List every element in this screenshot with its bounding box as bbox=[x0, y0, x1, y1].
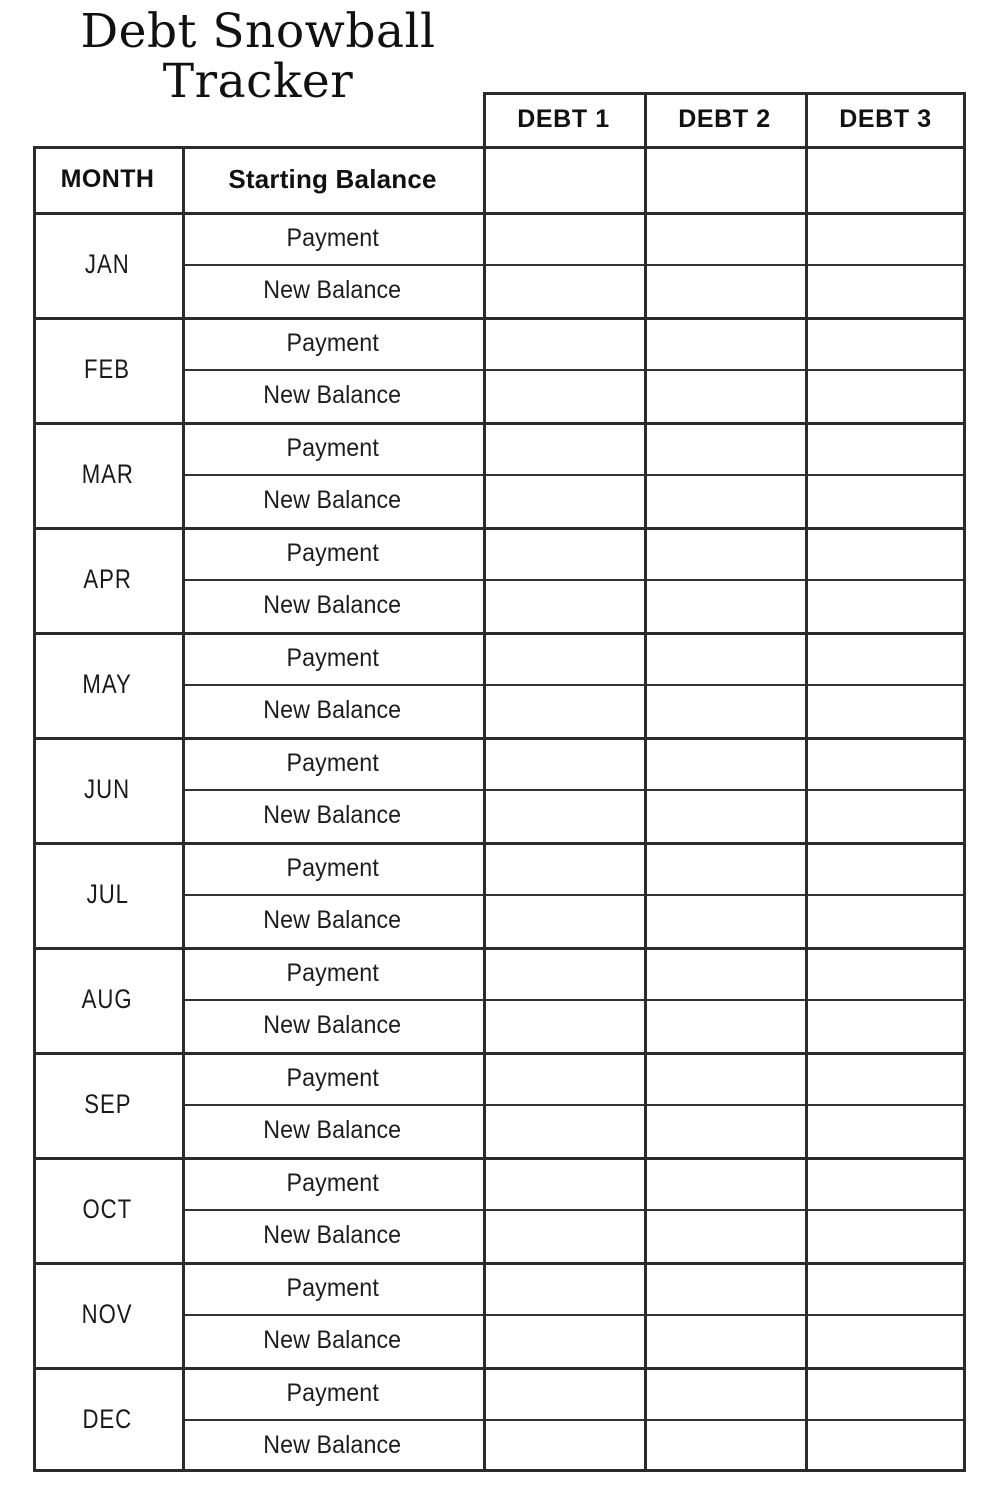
column-header-debt-3 bbox=[805, 92, 966, 146]
row-label-new-balance-jul bbox=[182, 894, 483, 947]
row-label-new-balance-nov-text: New Balance bbox=[263, 1326, 402, 1354]
entry-jun-new-balance-debt-2[interactable] bbox=[644, 789, 805, 842]
entry-jul-new-balance-debt-2[interactable] bbox=[644, 894, 805, 947]
column-header-debt-2 bbox=[644, 92, 805, 146]
grid-line-horizontal bbox=[33, 1469, 966, 1472]
row-label-new-balance-jun bbox=[182, 789, 483, 842]
month-label-mar-text: MAR bbox=[81, 459, 134, 489]
month-label-dec bbox=[33, 1367, 182, 1472]
entry-mar-new-balance-debt-3[interactable] bbox=[805, 474, 966, 527]
grid-line-vertical bbox=[644, 92, 647, 1472]
entry-oct-new-balance-debt-2[interactable] bbox=[644, 1209, 805, 1262]
entry-dec-new-balance-debt-2[interactable] bbox=[644, 1419, 805, 1472]
entry-feb-payment-debt-1[interactable] bbox=[483, 317, 644, 369]
entry-dec-payment-debt-1[interactable] bbox=[483, 1367, 644, 1419]
entry-apr-new-balance-debt-3[interactable] bbox=[805, 579, 966, 632]
entry-sep-payment-debt-3[interactable] bbox=[805, 1052, 966, 1104]
entry-jul-new-balance-debt-1[interactable] bbox=[483, 894, 644, 947]
row-label-new-balance-apr-text: New Balance bbox=[263, 591, 402, 619]
month-label-may-text: MAY bbox=[82, 669, 133, 699]
entry-nov-new-balance-debt-3[interactable] bbox=[805, 1314, 966, 1367]
row-label-payment-jun-text: Payment bbox=[286, 748, 379, 777]
entry-aug-payment-debt-2[interactable] bbox=[644, 947, 805, 999]
column-header-month-text: MONTH bbox=[60, 164, 155, 193]
column-header-debt-1 bbox=[483, 92, 644, 146]
entry-nov-new-balance-debt-1[interactable] bbox=[483, 1314, 644, 1367]
month-label-jun-text: JUN bbox=[84, 774, 131, 804]
entry-sep-new-balance-debt-3[interactable] bbox=[805, 1104, 966, 1157]
month-label-oct-text: OCT bbox=[82, 1194, 133, 1224]
entry-jan-new-balance-debt-3[interactable] bbox=[805, 264, 966, 317]
row-label-new-balance-oct-text: New Balance bbox=[263, 1221, 402, 1249]
row-label-new-balance-jun-text: New Balance bbox=[263, 801, 402, 829]
entry-may-new-balance-debt-1[interactable] bbox=[483, 684, 644, 737]
row-label-new-balance-aug bbox=[182, 999, 483, 1052]
row-label-payment-apr-text: Payment bbox=[286, 538, 379, 567]
entry-mar-payment-debt-3[interactable] bbox=[805, 422, 966, 474]
row-label-payment-feb bbox=[182, 317, 483, 369]
entry-jan-payment-debt-1[interactable] bbox=[483, 212, 644, 264]
row-label-new-balance-mar bbox=[182, 474, 483, 527]
row-label-payment-sep bbox=[182, 1052, 483, 1104]
entry-aug-new-balance-debt-1[interactable] bbox=[483, 999, 644, 1052]
entry-dec-payment-debt-2[interactable] bbox=[644, 1367, 805, 1419]
row-label-new-balance-mar-text: New Balance bbox=[263, 486, 402, 514]
entry-aug-payment-debt-3[interactable] bbox=[805, 947, 966, 999]
month-label-jun bbox=[33, 737, 182, 842]
month-label-apr bbox=[33, 527, 182, 632]
entry-feb-new-balance-debt-1[interactable] bbox=[483, 369, 644, 422]
row-label-payment-apr bbox=[182, 527, 483, 579]
entry-nov-new-balance-debt-2[interactable] bbox=[644, 1314, 805, 1367]
entry-jul-payment-debt-3[interactable] bbox=[805, 842, 966, 894]
entry-jun-new-balance-debt-1[interactable] bbox=[483, 789, 644, 842]
entry-jun-payment-debt-3[interactable] bbox=[805, 737, 966, 789]
row-label-new-balance-jan-text: New Balance bbox=[263, 276, 402, 304]
entry-apr-payment-debt-3[interactable] bbox=[805, 527, 966, 579]
month-label-sep bbox=[33, 1052, 182, 1157]
row-label-payment-sep-text: Payment bbox=[286, 1063, 379, 1092]
month-label-jan bbox=[33, 212, 182, 317]
row-label-payment-jan-text: Payment bbox=[286, 223, 379, 252]
entry-aug-payment-debt-1[interactable] bbox=[483, 947, 644, 999]
row-label-new-balance-aug-text: New Balance bbox=[263, 1011, 402, 1039]
entry-sep-new-balance-debt-2[interactable] bbox=[644, 1104, 805, 1157]
entry-jul-new-balance-debt-3[interactable] bbox=[805, 894, 966, 947]
column-header-debt-1-text: DEBT 1 bbox=[517, 104, 610, 133]
entry-dec-new-balance-debt-3[interactable] bbox=[805, 1419, 966, 1472]
entry-may-payment-debt-3[interactable] bbox=[805, 632, 966, 684]
entry-oct-new-balance-debt-1[interactable] bbox=[483, 1209, 644, 1262]
row-label-new-balance-dec-text: New Balance bbox=[263, 1431, 402, 1459]
column-header-debt-3-text: DEBT 3 bbox=[839, 104, 932, 133]
entry-apr-new-balance-debt-1[interactable] bbox=[483, 579, 644, 632]
month-label-aug bbox=[33, 947, 182, 1052]
page-title-line-1: Debt Snowball bbox=[80, 4, 436, 59]
row-label-new-balance-oct bbox=[182, 1209, 483, 1262]
entry-may-payment-debt-1[interactable] bbox=[483, 632, 644, 684]
row-label-payment-jun bbox=[182, 737, 483, 789]
row-label-payment-nov-text: Payment bbox=[286, 1273, 379, 1302]
entry-aug-new-balance-debt-3[interactable] bbox=[805, 999, 966, 1052]
entry-sep-new-balance-debt-1[interactable] bbox=[483, 1104, 644, 1157]
row-label-new-balance-nov bbox=[182, 1314, 483, 1367]
entry-jan-payment-debt-3[interactable] bbox=[805, 212, 966, 264]
row-label-payment-feb-text: Payment bbox=[286, 328, 379, 357]
grid-line-vertical bbox=[33, 146, 36, 1472]
entry-oct-new-balance-debt-3[interactable] bbox=[805, 1209, 966, 1262]
entry-jul-payment-debt-2[interactable] bbox=[644, 842, 805, 894]
row-label-new-balance-apr bbox=[182, 579, 483, 632]
row-label-payment-jan bbox=[182, 212, 483, 264]
grid-line-vertical bbox=[483, 92, 486, 1472]
entry-feb-new-balance-debt-3[interactable] bbox=[805, 369, 966, 422]
starting-balance-entry-debt-3[interactable] bbox=[805, 146, 966, 212]
column-header-debt-2-text: DEBT 2 bbox=[678, 104, 771, 133]
entry-apr-payment-debt-1[interactable] bbox=[483, 527, 644, 579]
column-header-starting-balance-text: Starting Balance bbox=[228, 163, 437, 194]
grid-line-vertical bbox=[963, 92, 966, 1472]
row-label-new-balance-may bbox=[182, 684, 483, 737]
entry-oct-payment-debt-3[interactable] bbox=[805, 1157, 966, 1209]
entry-may-new-balance-debt-2[interactable] bbox=[644, 684, 805, 737]
entry-apr-new-balance-debt-2[interactable] bbox=[644, 579, 805, 632]
entry-mar-payment-debt-1[interactable] bbox=[483, 422, 644, 474]
debt-snowball-table bbox=[33, 92, 966, 1472]
row-label-payment-aug-text: Payment bbox=[286, 958, 379, 987]
row-label-payment-may bbox=[182, 632, 483, 684]
entry-jun-payment-debt-2[interactable] bbox=[644, 737, 805, 789]
row-label-payment-oct bbox=[182, 1157, 483, 1209]
month-label-jul bbox=[33, 842, 182, 947]
entry-mar-payment-debt-2[interactable] bbox=[644, 422, 805, 474]
row-label-payment-dec-text: Payment bbox=[286, 1378, 379, 1407]
page-title-line-2: Tracker bbox=[162, 53, 354, 109]
entry-jul-payment-debt-1[interactable] bbox=[483, 842, 644, 894]
month-label-aug-text: AUG bbox=[82, 984, 133, 1014]
month-label-sep-text: SEP bbox=[83, 1089, 132, 1119]
month-label-feb bbox=[33, 317, 182, 422]
row-label-payment-oct-text: Payment bbox=[286, 1168, 379, 1197]
month-label-apr-text: APR bbox=[83, 564, 132, 594]
starting-balance-entry-debt-2[interactable] bbox=[644, 146, 805, 212]
entry-nov-payment-debt-2[interactable] bbox=[644, 1262, 805, 1314]
row-label-payment-jul bbox=[182, 842, 483, 894]
entry-dec-payment-debt-3[interactable] bbox=[805, 1367, 966, 1419]
row-label-new-balance-may-text: New Balance bbox=[263, 696, 402, 724]
entry-oct-payment-debt-2[interactable] bbox=[644, 1157, 805, 1209]
entry-aug-new-balance-debt-2[interactable] bbox=[644, 999, 805, 1052]
entry-mar-new-balance-debt-2[interactable] bbox=[644, 474, 805, 527]
row-label-new-balance-jan bbox=[182, 264, 483, 317]
row-label-new-balance-dec bbox=[182, 1419, 483, 1472]
entry-oct-payment-debt-1[interactable] bbox=[483, 1157, 644, 1209]
entry-nov-payment-debt-3[interactable] bbox=[805, 1262, 966, 1314]
entry-jun-payment-debt-1[interactable] bbox=[483, 737, 644, 789]
row-label-payment-mar-text: Payment bbox=[286, 433, 379, 462]
column-header-month bbox=[33, 146, 182, 212]
month-label-nov-text: NOV bbox=[82, 1299, 133, 1329]
grid-line-vertical bbox=[182, 146, 185, 1472]
row-label-payment-aug bbox=[182, 947, 483, 999]
entry-feb-payment-debt-2[interactable] bbox=[644, 317, 805, 369]
row-label-new-balance-feb bbox=[182, 369, 483, 422]
row-label-new-balance-feb-text: New Balance bbox=[263, 381, 402, 409]
row-label-new-balance-jul-text: New Balance bbox=[263, 906, 402, 934]
row-label-payment-may-text: Payment bbox=[286, 643, 379, 672]
month-label-dec-text: DEC bbox=[82, 1404, 133, 1434]
entry-jan-new-balance-debt-1[interactable] bbox=[483, 264, 644, 317]
entry-feb-new-balance-debt-2[interactable] bbox=[644, 369, 805, 422]
column-header-starting-balance bbox=[182, 146, 483, 212]
entry-jan-payment-debt-2[interactable] bbox=[644, 212, 805, 264]
entry-jun-new-balance-debt-3[interactable] bbox=[805, 789, 966, 842]
month-label-jan-text: JAN bbox=[85, 249, 130, 279]
row-label-new-balance-sep-text: New Balance bbox=[263, 1116, 402, 1144]
row-label-payment-mar bbox=[182, 422, 483, 474]
month-label-oct bbox=[33, 1157, 182, 1262]
month-label-may bbox=[33, 632, 182, 737]
month-label-jul-text: JUL bbox=[86, 879, 129, 909]
month-label-feb-text: FEB bbox=[84, 354, 131, 384]
entry-dec-new-balance-debt-1[interactable] bbox=[483, 1419, 644, 1472]
grid-line-vertical bbox=[805, 92, 808, 1472]
entry-sep-payment-debt-2[interactable] bbox=[644, 1052, 805, 1104]
row-label-payment-nov bbox=[182, 1262, 483, 1314]
row-label-payment-jul-text: Payment bbox=[286, 853, 379, 882]
entry-feb-payment-debt-3[interactable] bbox=[805, 317, 966, 369]
month-label-nov bbox=[33, 1262, 182, 1367]
entry-nov-payment-debt-1[interactable] bbox=[483, 1262, 644, 1314]
row-label-new-balance-sep bbox=[182, 1104, 483, 1157]
entry-may-new-balance-debt-3[interactable] bbox=[805, 684, 966, 737]
entry-may-payment-debt-2[interactable] bbox=[644, 632, 805, 684]
entry-sep-payment-debt-1[interactable] bbox=[483, 1052, 644, 1104]
month-label-mar bbox=[33, 422, 182, 527]
entry-jan-new-balance-debt-2[interactable] bbox=[644, 264, 805, 317]
entry-mar-new-balance-debt-1[interactable] bbox=[483, 474, 644, 527]
row-label-payment-dec bbox=[182, 1367, 483, 1419]
entry-apr-payment-debt-2[interactable] bbox=[644, 527, 805, 579]
starting-balance-entry-debt-1[interactable] bbox=[483, 146, 644, 212]
